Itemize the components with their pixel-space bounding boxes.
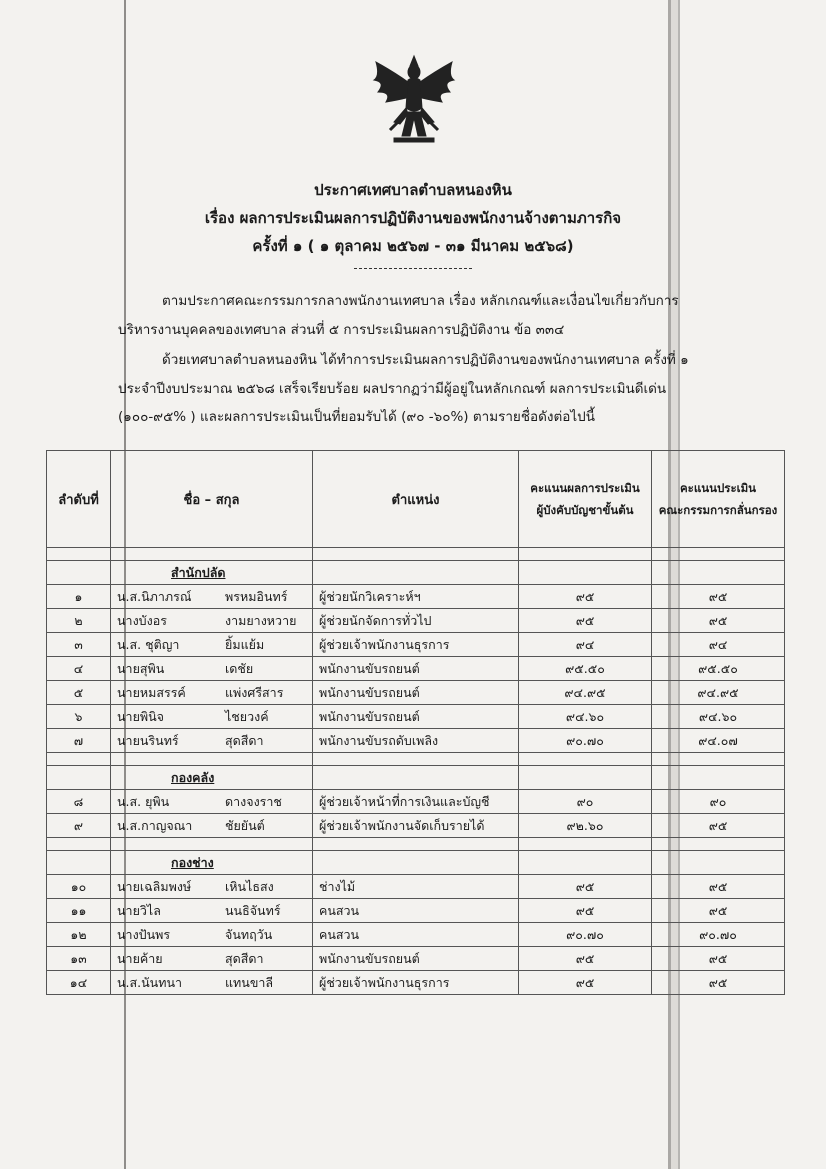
row-last-name: ยิ้มแย้ม <box>225 636 265 652</box>
row-committee-score: ๙๕.๕๐ <box>652 657 785 681</box>
empty-cell <box>652 851 785 875</box>
header-committee-score <box>652 451 785 548</box>
row-last-name: พรหมอินทร์ <box>225 588 288 604</box>
empty-cell <box>313 753 519 766</box>
row-supervisor-score: ๙๐.๗๐ <box>519 923 652 947</box>
row-supervisor-score: ๙๐ <box>519 790 652 814</box>
row-position: ผู้ช่วยเจ้าพนักงานธุรการ <box>313 971 519 995</box>
row-full-name <box>111 729 313 753</box>
row-supervisor-score: ๙๐.๗๐ <box>519 729 652 753</box>
empty-cell <box>111 548 313 561</box>
body-paragraph: ด้วยเทศบาลตำบลหนองหิน ได้ทำการประเมินผลการปฏิบัติงานของพนักงานเทศบาล ครั้งที่ ๑ <box>162 352 689 368</box>
header-supervisor-score <box>519 451 652 548</box>
row-full-name <box>111 609 313 633</box>
empty-cell <box>47 561 111 585</box>
row-first-name: นายพินิจ <box>117 708 164 724</box>
results-table <box>46 450 785 995</box>
table-row <box>47 923 785 947</box>
announcement-title: ประกาศเทศบาลตำบลหนองหิน <box>314 181 512 199</box>
row-position: คนสวน <box>313 899 519 923</box>
row-number: ๑๐ <box>47 875 111 899</box>
row-number: ๗ <box>47 729 111 753</box>
table-row <box>47 705 785 729</box>
row-supervisor-score: ๙๕ <box>519 585 652 609</box>
row-position: ช่างไม้ <box>313 875 519 899</box>
row-committee-score: ๙๕ <box>652 609 785 633</box>
table-row <box>47 899 785 923</box>
empty-cell <box>313 851 519 875</box>
row-last-name: ชัยยันต์ <box>225 817 265 833</box>
header-position: ตำแหน่ง <box>313 451 519 548</box>
table-row <box>47 947 785 971</box>
spacer-row <box>47 548 785 561</box>
row-supervisor-score: ๙๕ <box>519 971 652 995</box>
row-first-name: นายวิไล <box>117 902 161 918</box>
table-row <box>47 729 785 753</box>
row-committee-score: ๙๕ <box>652 875 785 899</box>
empty-cell <box>111 838 313 851</box>
empty-cell <box>313 548 519 561</box>
row-committee-score: ๙๐ <box>652 790 785 814</box>
table-row <box>47 681 785 705</box>
row-first-name: น.ส. ชุติญา <box>117 636 180 652</box>
row-full-name <box>111 705 313 729</box>
empty-cell <box>47 753 111 766</box>
row-position: พนักงานขับรถยนต์ <box>313 657 519 681</box>
row-number: ๖ <box>47 705 111 729</box>
row-supervisor-score: ๙๕.๕๐ <box>519 657 652 681</box>
row-full-name <box>111 923 313 947</box>
row-last-name: งามยางหวาย <box>225 612 297 628</box>
row-position: ผู้ช่วยเจ้าพนักงานจัดเก็บรายได้ <box>313 814 519 838</box>
row-last-name: สุดสีดา <box>225 950 264 966</box>
row-supervisor-score: ๙๔.๙๕ <box>519 681 652 705</box>
row-last-name: ดางจงราช <box>225 793 282 809</box>
row-full-name <box>111 971 313 995</box>
group-header-row <box>47 561 785 585</box>
row-supervisor-score: ๙๔.๖๐ <box>519 705 652 729</box>
header-name: ชื่อ – สกุล <box>111 451 313 548</box>
row-supervisor-score: ๙๒.๖๐ <box>519 814 652 838</box>
empty-cell <box>519 851 652 875</box>
row-first-name: นายเฉลิมพงษ์ <box>117 878 192 894</box>
empty-cell <box>47 838 111 851</box>
body-paragraph: ตามประกาศคณะกรรมการกลางพนักงานเทศบาล เรื่อง หลักเกณฑ์และเงื่อนไขเกี่ยวกับการ <box>162 293 679 309</box>
table-row <box>47 609 785 633</box>
row-position: พนักงานขับรถยนต์ <box>313 947 519 971</box>
row-full-name <box>111 657 313 681</box>
row-number: ๕ <box>47 681 111 705</box>
row-committee-score: ๙๔.๙๕ <box>652 681 785 705</box>
empty-cell <box>313 766 519 790</box>
empty-cell <box>652 766 785 790</box>
row-number: ๙ <box>47 814 111 838</box>
empty-cell <box>47 548 111 561</box>
group-name: กองคลัง <box>111 766 313 790</box>
table-row <box>47 971 785 995</box>
row-last-name: ไชยวงค์ <box>225 708 269 724</box>
group-header-row <box>47 851 785 875</box>
empty-cell <box>519 753 652 766</box>
row-first-name: น.ส.นันทนา <box>117 974 183 990</box>
table-row <box>47 585 785 609</box>
empty-cell <box>111 753 313 766</box>
table-row <box>47 790 785 814</box>
body-paragraph: บริหารงานบุคคลของเทศบาล ส่วนที่ ๕ การประเมินผลการปฏิบัติงาน ข้อ ๓๓๔ <box>118 322 565 338</box>
row-committee-score: ๙๕ <box>652 585 785 609</box>
body-paragraph: ประจำปีงบประมาณ ๒๕๖๘ เสร็จเรียบร้อย ผลปรากฏว่ามีผู้อยู่ในหลักเกณฑ์ ผลการประเมินดีเด่น <box>118 381 667 397</box>
row-number: ๑๓ <box>47 947 111 971</box>
announcement-round: ครั้งที่ ๑ ( ๑ ตุลาคม ๒๕๖๗ - ๓๑ มีนาคม ๒๕๖๘) <box>252 237 574 255</box>
spacer-row <box>47 838 785 851</box>
row-supervisor-score: ๙๕ <box>519 899 652 923</box>
row-number: ๓ <box>47 633 111 657</box>
row-position: พนักงานขับรถยนต์ <box>313 681 519 705</box>
row-position: ผู้ช่วยนักวิเคราะห์ฯ <box>313 585 519 609</box>
row-number: ๑๒ <box>47 923 111 947</box>
table-row <box>47 657 785 681</box>
row-first-name: นางปันพร <box>117 926 171 942</box>
row-position: ผู้ช่วยเจ้าหน้าที่การเงินและบัญชี <box>313 790 519 814</box>
empty-cell <box>47 851 111 875</box>
garuda-emblem-icon <box>364 52 464 152</box>
row-full-name <box>111 947 313 971</box>
row-last-name: แพ่งศรีสาร <box>225 684 284 700</box>
row-last-name: สุดสีดา <box>225 732 264 748</box>
announcement-subject: เรื่อง ผลการประเมินผลการปฏิบัติงานของพนักงานจ้างตามภารกิจ <box>204 209 622 227</box>
row-full-name <box>111 899 313 923</box>
row-position: ผู้ช่วยเจ้าพนักงานธุรการ <box>313 633 519 657</box>
row-supervisor-score: ๙๕ <box>519 609 652 633</box>
header-supervisor-score-line1: คะแนนผลการประเมิน <box>530 481 640 495</box>
row-full-name <box>111 875 313 899</box>
row-committee-score: ๙๔.๐๗ <box>652 729 785 753</box>
table-body <box>47 548 785 995</box>
title-divider <box>354 268 472 269</box>
table-row <box>47 875 785 899</box>
row-full-name <box>111 814 313 838</box>
row-first-name: น.ส. ยุพิน <box>117 793 170 809</box>
row-committee-score: ๙๕ <box>652 971 785 995</box>
row-last-name: จันทฤวัน <box>225 926 273 942</box>
body-paragraph: (๑๐๐-๙๕% ) และผลการประเมินเป็นที่ยอมรับได้ (๙๐ -๖๐%) ตามรายชื่อดังต่อไปนี้ <box>118 409 595 425</box>
row-number: ๒ <box>47 609 111 633</box>
empty-cell <box>652 561 785 585</box>
header-supervisor-score-line2: ผู้บังคับบัญชาขั้นต้น <box>536 503 634 517</box>
row-number: ๑๑ <box>47 899 111 923</box>
empty-cell <box>652 753 785 766</box>
row-committee-score: ๙๐.๗๐ <box>652 923 785 947</box>
row-position: พนักงานขับรถยนต์ <box>313 705 519 729</box>
row-supervisor-score: ๙๕ <box>519 875 652 899</box>
empty-cell <box>652 838 785 851</box>
row-number: ๔ <box>47 657 111 681</box>
row-first-name: น.ส.นิภาภรณ์ <box>117 588 192 604</box>
row-first-name: นายสุพิน <box>117 660 165 676</box>
row-last-name: นนธิจันทร์ <box>225 902 281 918</box>
group-name: กองช่าง <box>111 851 313 875</box>
row-last-name: เดชัย <box>225 660 254 676</box>
table-header-row <box>47 451 785 548</box>
row-supervisor-score: ๙๕ <box>519 947 652 971</box>
row-first-name: นายหมสรรค์ <box>117 684 186 700</box>
row-first-name: นางบังอร <box>117 612 167 628</box>
empty-cell <box>519 838 652 851</box>
row-number: ๑ <box>47 585 111 609</box>
row-committee-score: ๙๕ <box>652 814 785 838</box>
row-number: ๑๔ <box>47 971 111 995</box>
row-first-name: น.ส.กาญจณา <box>117 817 193 833</box>
table-row <box>47 633 785 657</box>
row-first-name: นายนรินทร์ <box>117 732 179 748</box>
row-committee-score: ๙๕ <box>652 899 785 923</box>
empty-cell <box>519 766 652 790</box>
row-supervisor-score: ๙๔ <box>519 633 652 657</box>
row-position: ผู้ช่วยนักจัดการทั่วไป <box>313 609 519 633</box>
group-header-row <box>47 766 785 790</box>
row-full-name <box>111 585 313 609</box>
header-committee-score-line1: คะแนนประเมิน <box>679 481 757 495</box>
table-row <box>47 814 785 838</box>
row-committee-score: ๙๕ <box>652 947 785 971</box>
row-last-name: เหินไธสง <box>225 878 274 894</box>
row-position: พนักงานขับรถดับเพลิง <box>313 729 519 753</box>
row-position: คนสวน <box>313 923 519 947</box>
row-full-name <box>111 681 313 705</box>
header-committee-score-line2: คณะกรรมการกลั่นกรอง <box>658 503 778 517</box>
row-last-name: แทนขาลี <box>225 974 274 990</box>
row-committee-score: ๙๔ <box>652 633 785 657</box>
row-committee-score: ๙๔.๖๐ <box>652 705 785 729</box>
empty-cell <box>313 838 519 851</box>
empty-cell <box>519 548 652 561</box>
row-full-name <box>111 790 313 814</box>
empty-cell <box>313 561 519 585</box>
spacer-row <box>47 753 785 766</box>
empty-cell <box>47 766 111 790</box>
group-name: สำนักปลัด <box>111 561 313 585</box>
empty-cell <box>652 548 785 561</box>
row-first-name: นายค้าย <box>117 950 163 966</box>
row-full-name <box>111 633 313 657</box>
row-number: ๘ <box>47 790 111 814</box>
header-no: ลำดับที่ <box>47 451 111 548</box>
empty-cell <box>519 561 652 585</box>
